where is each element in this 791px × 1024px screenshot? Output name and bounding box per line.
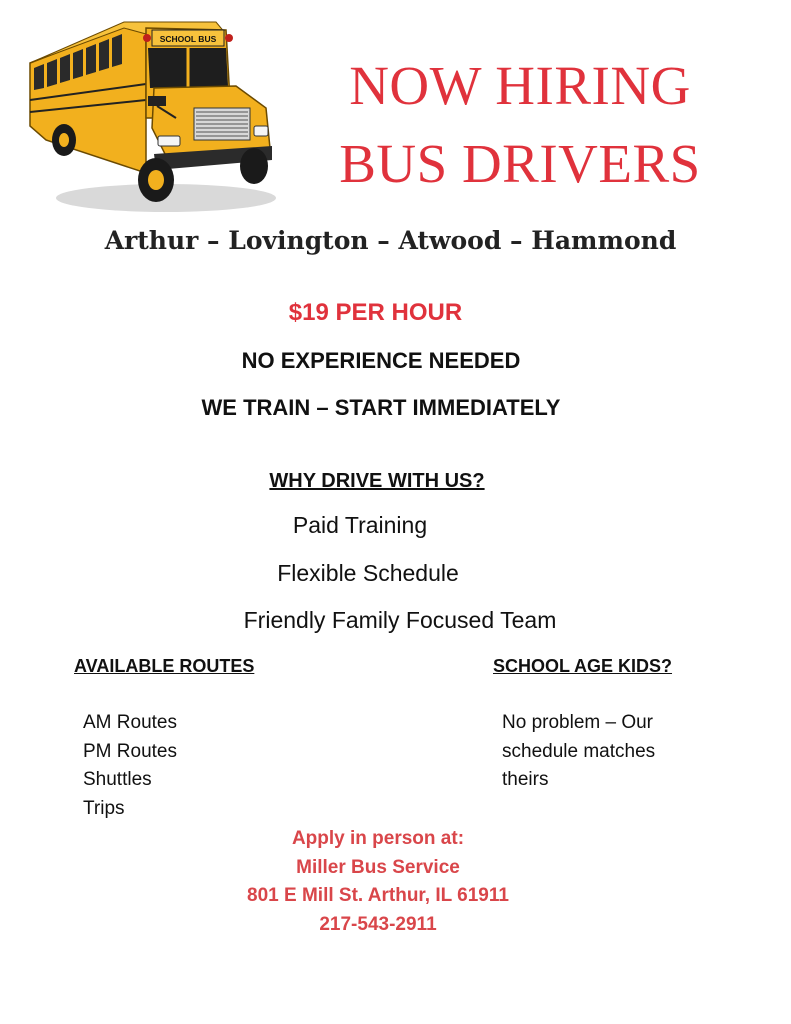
route-item: AM Routes [83, 712, 177, 733]
school-bus-illustration [26, 8, 276, 218]
apply-intro: Apply in person at: [291, 828, 465, 849]
we-train-line: WE TRAIN – START IMMEDIATELY [201, 395, 561, 420]
kids-text-line: theirs [502, 769, 549, 790]
headline-line-2: BUS DRIVERS [339, 133, 701, 194]
benefit-item: Paid Training [292, 512, 428, 538]
school-age-kids-heading: SCHOOL AGE KIDS? [493, 656, 673, 676]
kids-text-line: schedule matches [502, 740, 656, 762]
route-item: PM Routes [83, 740, 177, 762]
available-routes-heading: AVAILABLE ROUTES [74, 656, 255, 676]
routes-list [83, 709, 177, 823]
bus-sign-text: SCHOOL BUS [159, 34, 217, 44]
no-experience-line: NO EXPERIENCE NEEDED [241, 348, 521, 373]
kids-text-line: No problem – Our [502, 712, 654, 733]
benefit-item: Flexible Schedule [277, 560, 459, 586]
company-phone: 217-543-2911 [319, 913, 437, 935]
towns-list: Arthur – Lovington – Atwood – Hammond [104, 226, 677, 255]
route-item: Shuttles [83, 769, 152, 790]
kids-text [502, 709, 655, 795]
route-item: Trips [83, 797, 125, 819]
hourly-pay: $19 PER HOUR [288, 299, 463, 326]
company-address: 801 E Mill St. Arthur, IL 61911 [247, 885, 509, 906]
headline-line-1: NOW HIRING [349, 55, 691, 116]
apply-block [0, 825, 756, 939]
why-drive-heading: WHY DRIVE WITH US? [269, 470, 485, 492]
benefit-item: Friendly Family Focused Team [243, 607, 557, 633]
company-name: Miller Bus Service [296, 856, 460, 878]
